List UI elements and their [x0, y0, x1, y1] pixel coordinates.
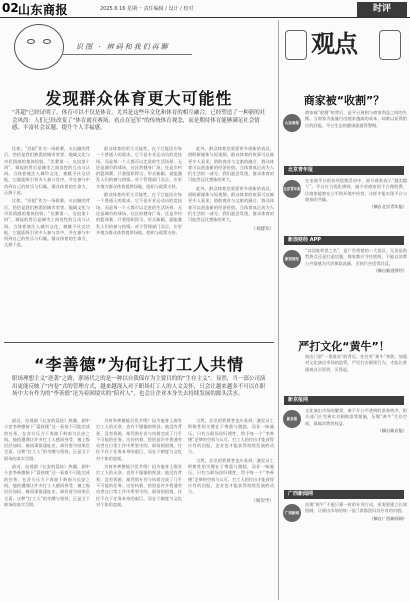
item-source: （摘自北京青年报）: [369, 204, 407, 210]
face-sketch-icon: [14, 24, 64, 70]
paragraph: 当然，企业的管理者也应看到，激发员工积极性的关键在于尊重与激励，而非一味施压。只有当职场回归理性，给予每一个“李善德”足够的空间与认可，打工人的付出才能获得应有的回报，企业也才能获得持续发展的动力。: [188, 457, 274, 495]
text-column: [188, 146, 274, 338]
item-text: 文化演出市场的繁荣，离不开公平透明的票务秩序。相关部门应完善实名制购票等措施，压缩“黄牛”生存空间，保障消费者权益。: [305, 408, 407, 426]
feature-standfirst: “苏超”已经证明了，体育可以不仅是体育。尤其是这些年文化和体育的相互融合，已经塑造了一种新的社会风尚：人们已经改变了“体育就在赛场、看点在冠军”的传统体育观念，而是期待体育能够满足社会情感、丰富社会议题、提升个人幸福感。: [12, 110, 266, 131]
text-column: [96, 146, 182, 338]
item-source: （摘自广西新闻网）: [369, 515, 407, 521]
paragraph: 群众体育的更大可能性，在于它能回应每一个普通人的需求。它不是专业运动员的竞技场，而是每一个人都可以走进的生活场景。无论是城市的球场、社区的健身广场，还是乡村的篮球赛，只要组织得当、形式新颖，就能激发人们的参与热情。对于管理部门而言，应更多地为群众体育提供场地、组织与政策支持。: [96, 146, 182, 189]
sidebar-item: [281, 490, 407, 522]
source-header: 新浪财经 APP: [284, 236, 404, 245]
avatar: 新浪财经: [283, 250, 301, 268]
sidebar-second-title: 严打文化“黄牛”！: [298, 340, 390, 353]
sidebar-lead-title: 商家被“收割”？: [303, 94, 385, 107]
paragraph: 比如，“苏超”作为一场联赛，火出圈的背后，恰恰是我们熟悉的城市荣誉、地域文化与市民情感的集体投射。“比赛第一，友谊第十四”，调侃的背后是城市之间良性的互动与认同。当体育被注入城市文化，被赋予社交功能，它就能吸引更多人参与其中，并在参与中找到自己的快乐与归属。群众体育的生命力，正源于此。: [4, 198, 90, 248]
item-text: “以国家荣誉之名”，是广告营销的一大误区。无论是借势热点还是打造话题，商家都应守住底线，不能以消费公共情感为代价换取流量，否则只会适得其反。: [305, 248, 407, 266]
lead-text: 演出门票“一票难求”的背后，往往有“黄牛”身影。加强对文化演出市场的监管，严厉打击倒票行为，才能让普通观众买得到、买得起。: [305, 354, 407, 372]
second-headline: “李善德”为何让打工人共情: [33, 355, 245, 374]
item-text: 治理“黄牛”不能只靠一时的专项行动，更需要建立长效机制，让演出市场的每一张门票都回归其应有的价值。: [305, 502, 407, 514]
page-number: 02: [2, 1, 19, 15]
paragraph: 为何李善德能引发共鸣？因为他身上既有打工人的无奈，也有不服输的韧劲。他没有背景、没有资源，却凭借专业与执着完成了几乎不可能的任务。这份执着，恰恰是许多普通劳动者在日常工作中所坚守的。职场的困境，往往不在于任务本身的艰巨，而在于制度与文化对个体的忽视。: [96, 464, 182, 507]
paragraph: 群众体育的更大可能性，在于它能回应每一个普通人的需求。它不是专业运动员的竞技场，而是每一个人都可以走进的生活场景。无论是城市的球场、社区的健身广场，还是乡村的篮球赛，只要组织得当、形式新颖，就能激发人们的参与热情。对于管理部门而言，应更多地为群众体育提供场地、组织与政策支持。: [96, 192, 182, 235]
section-tag: 时评: [357, 2, 407, 17]
byline: （杨崇学）: [251, 498, 274, 504]
byline: （刘建军）: [251, 226, 274, 232]
divider: [62, 54, 192, 55]
second-standfirst: 职场理想主义“逆袭”之路，职场代之的是一种以自我保存为主要目的的“生存主义”。显然，当一部公司演出更能反映了“内卷”式的管理方式，越来越深入对于职场打工人的人文关怀，只会让越来越多不可以在职场中大有作为的“李善德”沦为着困境实的“陪衬人”，也会让企业本身失去持续发展的源头活水。: [12, 376, 266, 397]
sidebar-banner: [281, 20, 407, 76]
eye-icon: [27, 39, 35, 44]
avatar: 广西新闻: [283, 504, 301, 522]
source-header: 北京青年报: [284, 166, 404, 175]
avatar: 新京报: [283, 410, 301, 428]
sidebar-lead: [281, 110, 407, 129]
text-column: [96, 418, 182, 596]
lead-text: 商家被“收割”的背后，是平台规则与商家利益之间的失衡。当商家为流量付出越来越高的成本，却难以获得相应的回报，平台生态的健康就值得警惕。: [305, 110, 407, 128]
item-source: （摘自新京报）: [377, 427, 407, 433]
illustration-caption: 识图 · 辨码和我们再聊: [76, 43, 170, 51]
avatar: 山东商报: [283, 114, 301, 132]
figure-sketch-icon: [379, 30, 401, 60]
sidebar-second-lead: [281, 354, 407, 373]
source-header: 新京报网: [284, 396, 404, 405]
item-text: 在电商平台的各项促销活动中，部分商家表示“越卖越亏”。平台应当优化规则，减少对商家的不合理收费，让商家能够在公平的环境中经营，这样才能实现平台与商家的共赢。: [305, 178, 407, 202]
divider: [4, 342, 274, 343]
paragraph: 此外，群众体育也需要更多创新的表达。借助新媒体与短视频，群众体育的故事可以被更多人看见；借助商业与文旅的融合，群众体育可以创造新的经济价值。当体育真正成为人们生活的一部分，我们就会发现，群众体育的可能性远比想象的更大。: [188, 185, 274, 223]
paragraph: 最近，电视剧《长安的荔枝》热播，剧中小吏李善德接下“荔枝使”这一看似不可能完成的任务，在各方压力下奔波于岭南与长安之间。他的遭遇让许多打工人感同身受：被上级层层加码、被同事推诿扯皮，却仍要为结果负全责。这种“打工人”的辛酸与坚持，正是当下职场的真实写照。: [4, 464, 90, 507]
eye-icon: [43, 39, 51, 44]
source-header: 广西新闻网: [284, 490, 404, 499]
date-line: 2025.6.16 星期一 责任编辑 / 设计 / 校对: [100, 6, 194, 12]
second-body: [4, 418, 274, 596]
feature-body: [4, 146, 274, 338]
paragraph: 当然，企业的管理者也应看到，激发员工积极性的关键在于尊重与激励，而非一味施压。只有当职场回归理性，给予每一个“李善德”足够的空间与认可，打工人的付出才能获得应有的回报，企业也才能获得持续发展的动力。: [188, 418, 274, 455]
sidebar-column: [278, 20, 408, 600]
sidebar-item: [281, 236, 407, 274]
paragraph: 比如，“苏超”作为一场联赛，火出圈的背后，恰恰是我们熟悉的城市荣誉、地域文化与市民情感的集体投射。“比赛第一，友谊第十四”，调侃的背后是城市之间良性的互动与认同。当体育被注入城市文化，被赋予社交功能，它就能吸引更多人参与其中，并在参与中找到自己的快乐与归属。群众体育的生命力，正源于此。: [4, 146, 90, 196]
main-column: [4, 20, 274, 600]
figure-sketch-icon: [285, 30, 307, 60]
paragraph: 为何李善德能引发共鸣？因为他身上既有打工人的无奈，也有不服输的韧劲。他没有背景、没有资源，却凭借专业与执着完成了几乎不可能的任务。这份执着，恰恰是许多普通劳动者在日常工作中所坚守的。职场的困境，往往不在于任务本身的艰巨，而在于制度与文化对个体的忽视。: [96, 418, 182, 461]
masthead: [0, 0, 410, 18]
text-column: [4, 418, 90, 596]
text-column: [188, 418, 274, 596]
sidebar-item: [281, 396, 407, 434]
feature-headline: 发现群众体育更大可能性: [45, 89, 233, 108]
item-source: （摘自新浪财经）: [373, 267, 407, 273]
sidebar-item: [281, 166, 407, 210]
paragraph: 最近，电视剧《长安的荔枝》热播，剧中小吏李善德接下“荔枝使”这一看似不可能完成的任务，在各方压力下奔波于岭南与长安之间。他的遭遇让许多打工人感同身受：被上级层层加码、被同事推诿扯皮，却仍要为结果负全责。这种“打工人”的辛酸与坚持，正是当下职场的真实写照。: [4, 418, 90, 461]
paragraph: 此外，群众体育也需要更多创新的表达。借助新媒体与短视频，群众体育的故事可以被更多人看见；借助商业与文旅的融合，群众体育可以创造新的经济价值。当体育真正成为人们生活的一部分，我们就会发现，群众体育的可能性远比想象的更大。: [188, 146, 274, 183]
text-column: [4, 146, 90, 338]
avatar: 北京青年报: [283, 180, 301, 198]
banner-title: 观点: [311, 29, 357, 58]
feature-illustration: [4, 20, 274, 78]
paper-name: 山东商报: [18, 3, 69, 17]
